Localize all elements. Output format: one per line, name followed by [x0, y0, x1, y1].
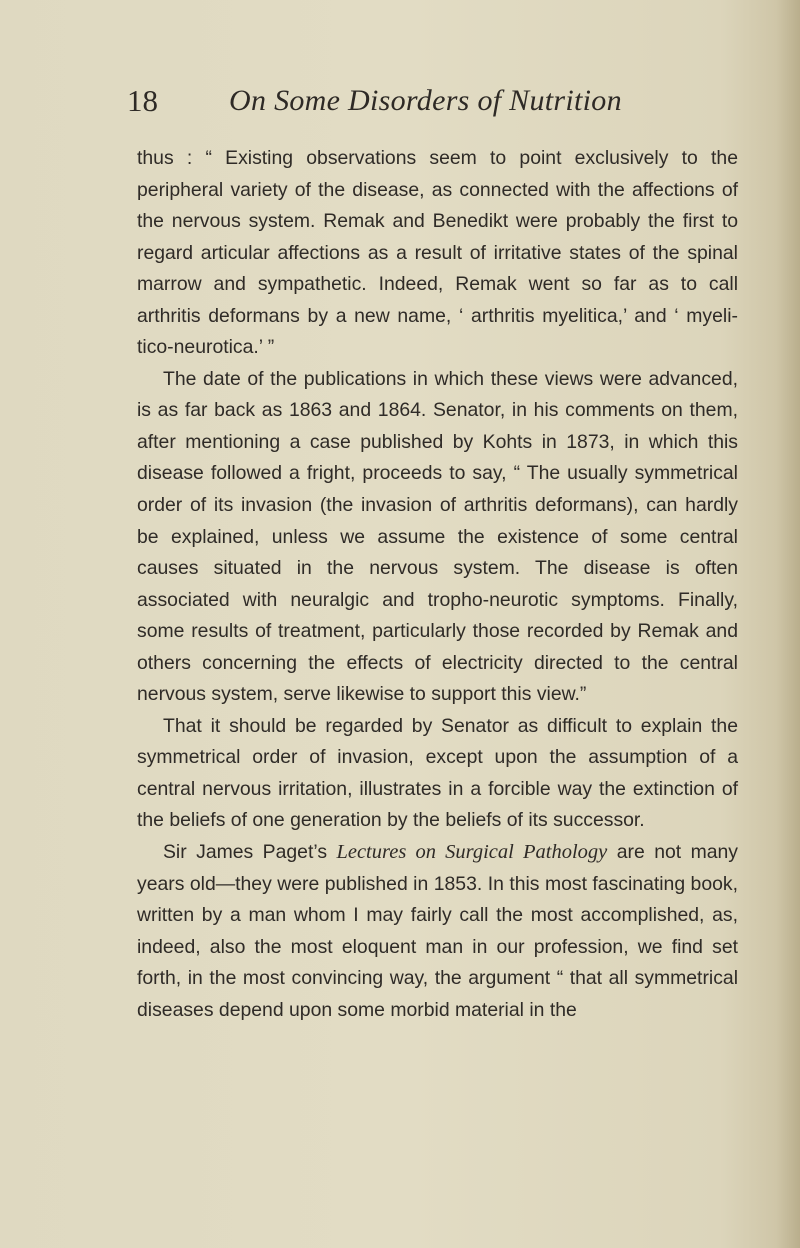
paragraph-2: The date of the publications in which these views were advanced, is as far back as 1863 and 1864. Senator, in his comments on them, after mentioning a case published by Kohts in 1873, in which this disease followed a fright, proceeds to say, “ The usually symmetrical order of its invasion (the invasion of arthritis deformans), can hardly be explained, unless we assume the existence of some central causes situated in the nervous system. The disease is often associated with neuralgic and tropho-neurotic symptoms. Finally, some results of treatment, particularly those recorded by Remak and others concerning the effects of electricity directed to the central nervous system, serve likewise to support this view.” — [137, 367, 738, 706]
book-title-italic: Lectures on Surgical Pathology — [336, 841, 608, 864]
page-number: 18 — [127, 83, 158, 118]
paragraph-1: thus : “ Existing observations seem to point exclusively to the peripheral variety of the disease, as connected with the affections of the nervous system. Remak and Benedikt were probably the first to regard articular affections as a result of irritative states of the spinal marrow and sympathetic. Indeed, Remak went so far as to call arthritis deformans by a new name, ‘ arthritis myelitica,’ and ‘ myelitico-neurotica.’ ” — [137, 147, 738, 359]
running-title: On Some Disorders of Nutrition — [229, 84, 622, 117]
paragraph-4-lead: Sir James Paget’s — [163, 841, 337, 864]
paragraph-4-rest: are not many years old—they were published in 1853. In this most fascinating book, written by a man whom I may fairly call the most accomplished, as, indeed, also the most eloquent man in our profession, we find set forth, in the most convincing way, the argument “ that all symmetrical diseases depend upon some morbid material in the — [137, 841, 739, 1021]
body-text — [137, 143, 738, 1026]
paragraph-3: That it should be regarded by Senator as difficult to explain the symmetrical order of invasion, except upon the assumption of a central nervous irritation, illustrates in a forcible way the extinction of the beliefs of one generation by the beliefs of its successor. — [137, 714, 738, 832]
running-head — [0, 82, 800, 122]
paragraph-4 — [137, 837, 738, 1026]
